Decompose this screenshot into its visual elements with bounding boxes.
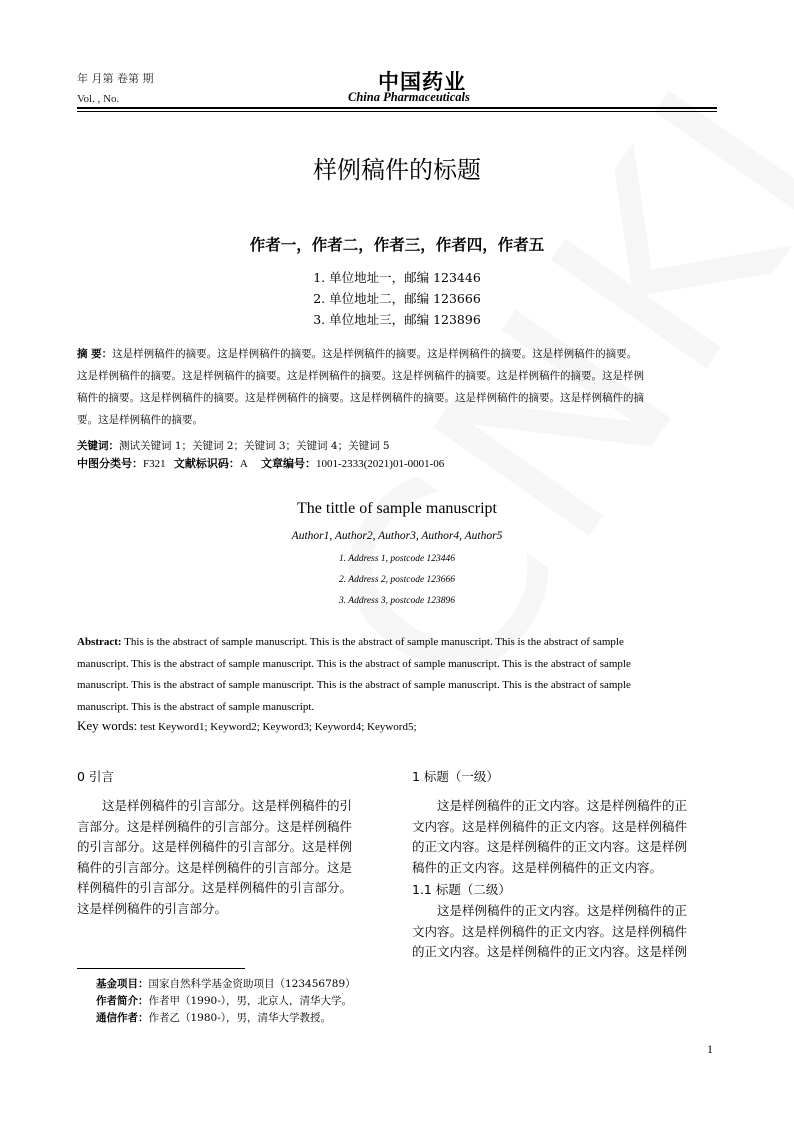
issue-en: Vol. , No. <box>77 93 120 105</box>
footnote-label: 基金项目： <box>96 978 149 990</box>
keywords-text: 测试关键词 1；关键词 2；关键词 3；关键词 4；关键词 5 <box>119 440 390 452</box>
footnote-text: 作者乙（1980-），男，清华大学教授。 <box>148 1012 332 1024</box>
abstract-line: 这是样例稿件的摘要。这是样例稿件的摘要。这是样例稿件的摘要。这是样例稿件的摘要。这是样例稿件的摘要。 <box>112 348 638 360</box>
footnote-text: 国家自然科学基金资助项目（123456789） <box>148 978 356 990</box>
body-line: 的正文内容。这是样例稿件的正文内容。这是样例 <box>412 944 688 959</box>
header-rule-thin <box>77 111 717 112</box>
address-1: 1. 单位地址一，邮编 123446 <box>313 270 481 285</box>
address-3: 3. 单位地址三，邮编 123896 <box>313 312 481 327</box>
abstract-en-line: This is the abstract of sample manuscript. This is the abstract of sample manuscript. This is the abstract of sample <box>124 636 624 648</box>
footnote-funding <box>96 976 356 993</box>
classification-line <box>77 455 718 473</box>
abstract-line: 这是样例稿件的摘要。这是样例稿件的摘要。这是样例稿件的摘要。这是样例稿件的摘要。这是样例稿件的摘要。这是样例 <box>77 370 644 382</box>
journal-logo-en: China Pharmaceuticals <box>348 90 470 104</box>
footnote-rule <box>77 968 245 969</box>
abstract-en-line: manuscript. This is the abstract of sample manuscript. <box>77 700 315 713</box>
intro-line: 样例稿件的引言部分。这是样例稿件的引言部分。 <box>77 880 353 895</box>
footnote-author-bio <box>96 993 352 1010</box>
intro-line: 这是样例稿件的引言部分。 <box>77 900 228 916</box>
english-authors: Author1, Author2, Author3, Author4, Author5 <box>291 530 503 542</box>
english-address-1: 1. Address 1, postcode 123446 <box>338 554 456 564</box>
page-number: 1 <box>707 1042 713 1056</box>
body-line: 这是样例稿件的正文内容。这是样例稿件的正 <box>437 903 688 918</box>
intro-line: 的引言部分。这是样例稿件的引言部分。这是样例 <box>77 839 353 854</box>
english-address-3: 3. Address 3, postcode 123896 <box>338 596 456 606</box>
footnote-label: 作者简介： <box>96 995 149 1007</box>
section-1-body <box>412 796 719 878</box>
english-address-2: 2. Address 2, postcode 123666 <box>338 575 456 585</box>
english-title: The tittle of sample manuscript <box>297 500 497 517</box>
abstract-en <box>77 632 718 718</box>
footnote-corresponding <box>96 1010 331 1027</box>
abstract-en-label: Abstract: <box>77 636 122 648</box>
keywords-en-label: Key words: <box>77 718 138 733</box>
section-heading-1-1: 1.1 标题（二级） <box>412 882 511 897</box>
abstract-line: 稿件的摘要。这是样例稿件的摘要。这是样例稿件的摘要。这是样例稿件的摘要。这是样例稿件的摘要。这是样例稿件的摘 <box>77 392 644 404</box>
body-line: 文内容。这是样例稿件的正文内容。这是样例稿件 <box>412 923 688 939</box>
paper-title: 样例稿件的标题 <box>313 156 481 184</box>
journal-logo-cn: 中国药业 <box>378 69 466 94</box>
doc-code-label: 文献标识码： <box>173 457 240 470</box>
section-heading-1: 1 标题（一级） <box>412 769 499 784</box>
body-line: 稿件的正文内容。这是样例稿件的正文内容。 <box>412 859 663 875</box>
article-number-label: 文章编号： <box>260 457 316 470</box>
keywords-en-text: test Keyword1; Keyword2; Keyword3; Keyword4; Keyword5; <box>140 721 417 733</box>
section-1-1-body <box>412 901 719 963</box>
clc-value: F321 <box>143 458 166 470</box>
keywords-cn <box>77 437 718 455</box>
abstract-line: 要。这是样例稿件的摘要。 <box>77 414 203 426</box>
clc-label: 中图分类号： <box>77 457 143 470</box>
intro-body <box>77 796 384 919</box>
footnote-label: 通信作者： <box>96 1012 149 1024</box>
abstract-label: 摘 要： <box>77 348 113 360</box>
keywords-en <box>77 718 417 734</box>
doc-code-value: A <box>239 458 248 470</box>
address-2: 2. 单位地址二，邮编 123666 <box>313 291 481 306</box>
abstract-en-line: manuscript. This is the abstract of sample manuscript. This is the abstract of sample manuscript. This is the abstract of sample <box>77 657 631 670</box>
abstract-en-line: manuscript. This is the abstract of sample manuscript. This is the abstract of sample manuscript. This is the abstract of sample <box>77 679 631 691</box>
body-line: 文内容。这是样例稿件的正文内容。这是样例稿件 <box>412 818 688 834</box>
article-number-value: 1001-2333(2021)01-0001-06 <box>315 458 445 470</box>
header-rule-thick <box>77 107 717 109</box>
body-line: 的正文内容。这是样例稿件的正文内容。这是样例 <box>412 839 688 854</box>
section-heading-intro: 0 引言 <box>77 769 114 784</box>
keywords-label: 关键词： <box>77 440 119 452</box>
intro-line: 言部分。这是样例稿件的引言部分。这是样例稿件 <box>77 818 353 834</box>
abstract-cn <box>77 343 718 431</box>
body-line: 这是样例稿件的正文内容。这是样例稿件的正 <box>437 798 688 813</box>
intro-line: 稿件的引言部分。这是样例稿件的引言部分。这是 <box>77 859 353 875</box>
issue-cn: 年 月第 卷第 期 <box>77 72 154 85</box>
intro-line: 这是样例稿件的引言部分。这是样例稿件的引 <box>102 798 353 813</box>
author-list: 作者一，作者二，作者三，作者四，作者五 <box>249 235 545 254</box>
footnote-text: 作者甲（1990-），男，北京人，清华大学。 <box>148 995 353 1007</box>
